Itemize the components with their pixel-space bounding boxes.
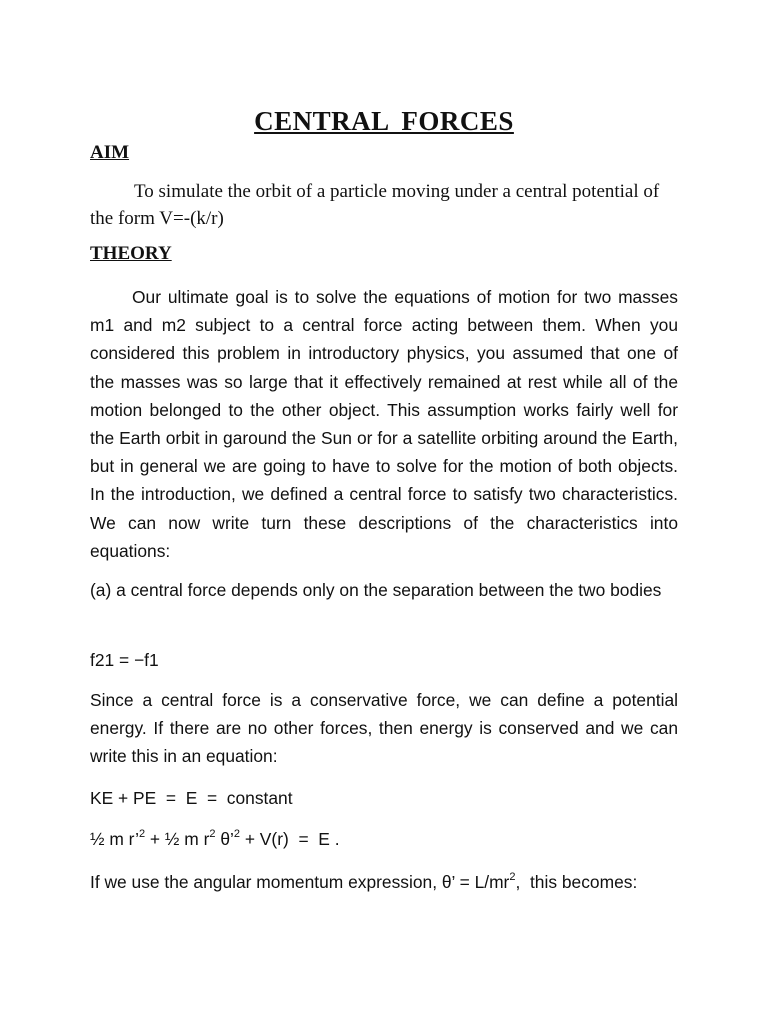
eq-term-potential: + V(r) = E . (239, 829, 340, 849)
eq-term-theta: θ’ (215, 829, 234, 849)
theory-paragraph: Our ultimate goal is to solve the equations of motion for two masses m1 and m2 subject to a central force acting between them. When you considered this problem in introductory physics, you assumed that one of the masses was so large that it effectively remained at rest while all of the motion belonged to the other object. This assumption works fairly well for the Earth orbit in garound the Sun or for a satellite orbiting around the Earth, but in general we are going to have to solve for the motion of both objects. In the introduction, we defined a central force to satisfy two characteristics. We can now write turn these descriptions of the characteristics into equations: (90, 287, 678, 561)
aim-text: To simulate the orbit of a particle moving under a central potential of the form V=-(k/r) (90, 181, 660, 229)
theory-heading: THEORY (90, 243, 172, 264)
force-equation: f21 = −f1 (90, 650, 159, 670)
aim-heading: AIM (90, 142, 130, 163)
eq-exponent: 2 (138, 828, 146, 841)
energy-equation: KE + PE = E = constant (90, 788, 293, 808)
expanded-energy-equation (90, 825, 678, 853)
eq-exponent: 2 (509, 871, 516, 884)
eq-exponent: 2 (233, 828, 240, 841)
angular-momentum-sentence (90, 868, 678, 896)
eq-term-angular-r: + ½ m r (145, 829, 210, 849)
document-title: CENTRAL FORCES (254, 106, 514, 137)
eq-term-radial: ½ m r’ (90, 829, 139, 849)
item-a-text: (a) a central force depends only on the separation between the two bodies (90, 580, 662, 600)
conservative-force-paragraph: Since a central force is a conservative force, we can define a potential energy. If there are no other forces, then energy is conserved and we can write this in an equation: (90, 690, 678, 767)
angular-sentence-after: , this becomes: (515, 872, 638, 892)
eq-exponent: 2 (209, 828, 216, 841)
angular-sentence-before: If we use the angular momentum expression, θ’ = L/mr (90, 872, 510, 892)
